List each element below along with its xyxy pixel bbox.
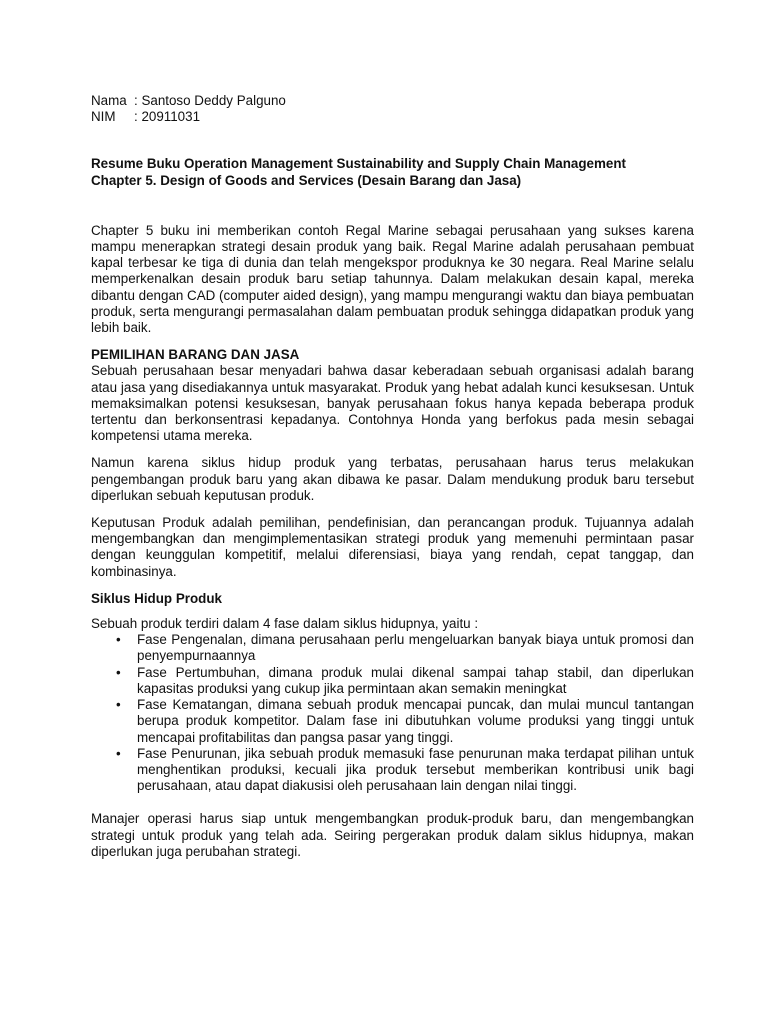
nim-value: : 20911031 <box>134 109 201 125</box>
bullet-icon: • <box>116 697 121 713</box>
title-line-2: Chapter 5. Design of Goods and Services (Desain Barang dan Jasa) <box>91 172 522 188</box>
list-item-text: Fase Kematangan, dimana sebuah produk mencapai puncak, dan mulai muncul tantangan berupa produk kompetitor. Dalam fase ini dibutuhkan volume produksi yang tinggi untuk mencapai profitabilitas dan pangsa pasar yang tinggi. <box>137 697 694 745</box>
closing-paragraph: Manajer operasi harus siap untuk mengembangkan produk-produk baru, dan mengembangkan strategi untuk produk yang telah ada. Seiring pergerakan produk dalam siklus hidupnya, makan diperlukan juga perubahan strategi. <box>91 811 694 859</box>
document-title <box>91 156 694 188</box>
list-item-text: Fase Pertumbuhan, dimana produk mulai dikenal sampai tahap stabil, dan diperlukan kapasitas produksi yang cukup jika permintaan akan semakin meningkat <box>137 664 694 696</box>
section-heading-pemilihan: PEMILIHAN BARANG DAN JASA <box>91 347 300 363</box>
list-item-text: Fase Pengenalan, dimana perusahaan perlu mengeluarkan banyak biaya untuk promosi dan penyempurnaannya <box>137 632 694 664</box>
nim-label: NIM <box>91 109 116 125</box>
paragraph: Sebuah perusahaan besar menyadari bahwa dasar keberadaan sebuah organisasi adalah barang atau jasa yang disediakannya untuk masyarakat. Produk yang hebat adalah kunci kesuksesan. Untuk memaksimalkan potensi kesuksesan, banyak perusahaan fokus hanya kepada beberapa produk tertentu dan berkonsentrasi kepadanya. Contohnya Honda yang berfokus pada mesin sebagai kompetensi utama mereka. <box>91 363 694 444</box>
bullet-icon: • <box>116 745 121 761</box>
bullet-icon: • <box>116 664 121 680</box>
bullet-icon: • <box>116 632 121 648</box>
paragraph: Namun karena siklus hidup produk yang terbatas, perusahaan harus terus melakukan pengembangan produk baru yang akan dibawa ke pasar. Dalam mendukung produk baru tersebut diperlukan sebuah keputusan produk. <box>91 455 694 503</box>
list-intro: Sebuah produk terdiri dalam 4 fase dalam siklus hidupnya, yaitu : <box>91 616 479 632</box>
intro-paragraph: Chapter 5 buku ini memberikan contoh Regal Marine sebagai perusahaan yang sukses karena mampu menerapkan strategi desain produk yang baik. Regal Marine adalah perusahaan pembuat kapal terbesar ke tiga di dunia dan telah mengekspor produknya ke 30 negara. Real Marine selalu memperkenalkan desain produk baru setiap tahunnya. Dalam melakukan desain kapal, mereka dibantu dengan CAD (computer aided design), yang mampu mengurangi waktu dan biaya pembuatan produk, serta mengurangi permasalahan dalam pembuatan produk sehingga didapatkan produk yang lebih baik. <box>91 222 694 336</box>
title-line-1: Resume Buku Operation Management Sustainability and Supply Chain Management <box>91 156 626 172</box>
phase-list <box>91 632 694 794</box>
paragraph: Keputusan Produk adalah pemilihan, pendefinisian, dan perancangan produk. Tujuannya adalah mengembangkan dan mengimplementasikan strategi produk yang memenuhi permintaan pasar dengan keunggulan kompetitif, melalui diferensiasi, biaya yang rendah, cepat tanggap, dan kombinasinya. <box>91 515 694 579</box>
nim-row <box>91 109 694 125</box>
name-label: Nama <box>91 93 127 108</box>
list-item <box>91 665 694 697</box>
list-item <box>91 632 694 664</box>
name-value: : Santoso Deddy Palguno <box>134 93 286 108</box>
list-item-text: Fase Penurunan, jika sebuah produk memasuki fase penurunan maka terdapat pilihan untuk menghentikan produksi, kecuali jika produk tersebut memberikan kontribusi unik bagi perusahaan, atau dapat diakusisi oleh perusahaan lain dengan nilai tinggi. <box>137 745 694 794</box>
section-heading-siklus: Siklus Hidup Produk <box>91 590 222 606</box>
list-item <box>91 697 694 746</box>
document-page <box>91 93 694 860</box>
list-item <box>91 746 694 795</box>
name-row <box>91 93 694 109</box>
